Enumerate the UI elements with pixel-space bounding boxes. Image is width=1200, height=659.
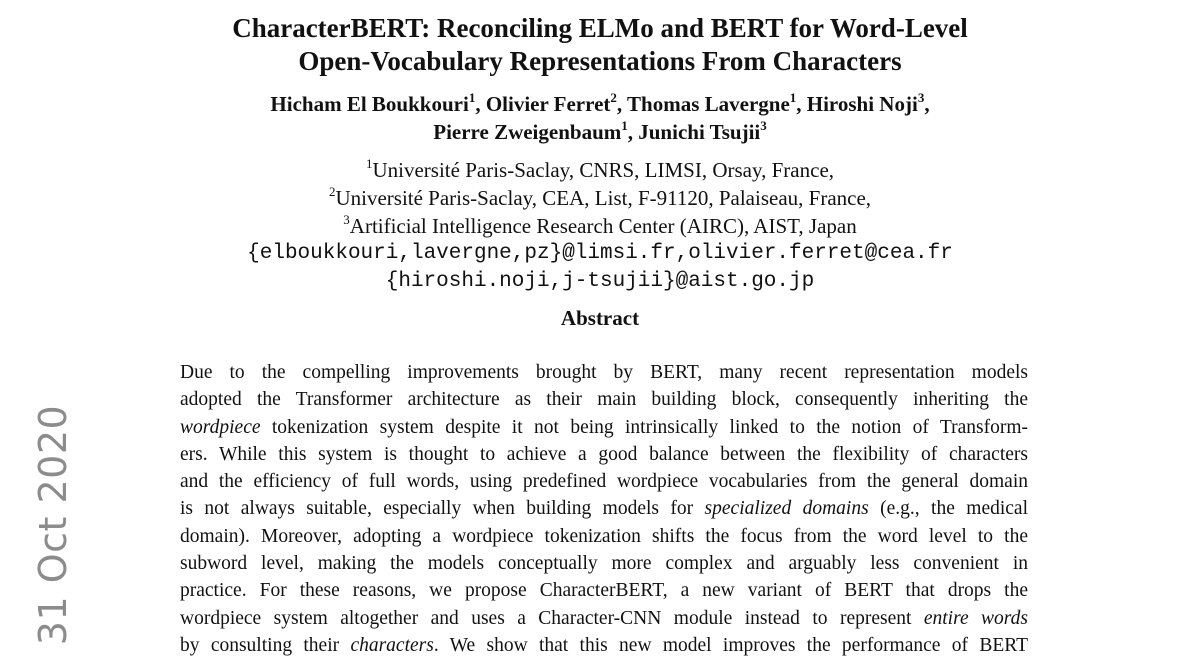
- abstract-text: wordpiece system altogether and uses a Character-CNN module instead to represent: [180, 607, 924, 629]
- author-name: Junichi Tsujii: [638, 120, 761, 144]
- abstract-text: subword level, making the models conceptually more complex and arguably less convenient in: [180, 553, 1028, 575]
- abstract-emphasis: specialized domains: [704, 498, 869, 520]
- abstract-text: . We show that this new model improves the performance of BERT: [433, 634, 1028, 656]
- affiliation-2-text: Université Paris-Saclay, CEA, List, F-91120, Palaiseau, France,: [335, 186, 872, 210]
- affiliations: [150, 156, 1050, 240]
- abstract-line: [180, 386, 1028, 413]
- affiliation-1-marker: 1: [365, 156, 373, 171]
- title-line-2: Open-Vocabulary Representations From Characters: [298, 46, 902, 76]
- author-separator: ,: [475, 92, 486, 116]
- author-affiliation-marker: 1: [789, 90, 797, 105]
- paper-title: [150, 12, 1050, 78]
- abstract-line: [180, 359, 1028, 386]
- abstract-text: and the efficiency of full words, using predefined wordpiece vocabularies from the general domain: [180, 471, 1028, 493]
- author-affiliation-marker: 2: [610, 90, 617, 105]
- title-line-1: CharacterBERT: Reconciling ELMo and BERT for Word-Level: [232, 13, 968, 43]
- arxiv-date-text: 31 Oct 2020: [31, 404, 75, 646]
- email-line-1: {elboukkouri,lavergne,pz}@limsi.fr,olivier.ferret@cea.fr: [247, 242, 953, 265]
- abstract-text: ers. While this system is thought to achieve a good balance between the flexibility of characters: [180, 443, 1028, 465]
- author-separator: ,: [616, 92, 628, 116]
- abstract-text: (e.g., the medical: [868, 498, 1028, 520]
- author-separator: ,: [627, 120, 639, 144]
- arxiv-date-stamp: [28, 404, 78, 646]
- abstract-text: by consulting their: [180, 634, 351, 656]
- abstract-text: adopted the Transformer architecture as their main building block, consequently inheriting the: [180, 389, 1028, 411]
- abstract-text: practice. For these reasons, we propose CharacterBERT, a new variant of BERT that drops the: [180, 580, 1028, 602]
- affiliation-2: [150, 184, 1050, 212]
- paper-header: [150, 12, 1050, 332]
- author-list: [150, 90, 1050, 146]
- author-name: Thomas Lavergne: [627, 92, 790, 116]
- email-addresses: [150, 240, 1050, 296]
- email-line-2: {hiroshi.noji,j-tsujii}@aist.go.jp: [385, 270, 815, 293]
- abstract-emphasis: entire words: [923, 607, 1028, 629]
- abstract-line: [180, 495, 1028, 522]
- abstract-text: is not always suitable, especially when building models for: [180, 498, 705, 520]
- affiliation-3-text: Artificial Intelligence Research Center (AIRC), AIST, Japan: [349, 214, 857, 238]
- abstract-text: domain). Moreover, adopting a wordpiece tokenization shifts the focus from the word level to the: [180, 525, 1028, 547]
- abstract-line: [180, 414, 1028, 441]
- abstract-heading: Abstract: [560, 306, 640, 330]
- abstract-line: [180, 468, 1028, 495]
- abstract-line: [180, 577, 1028, 604]
- abstract-line: [180, 632, 1028, 659]
- affiliation-1-text: Université Paris-Saclay, CNRS, LIMSI, Orsay, France,: [372, 158, 835, 182]
- abstract-body: [180, 359, 1028, 659]
- affiliation-3: [150, 212, 1050, 240]
- abstract-line: [180, 441, 1028, 468]
- author-line-2: [150, 118, 1050, 146]
- author-affiliation-marker: 3: [760, 118, 767, 133]
- author-name: Hicham El Boukkouri: [270, 92, 469, 116]
- affiliation-3-marker: 3: [343, 212, 350, 227]
- affiliation-1: [150, 156, 1050, 184]
- author-affiliation-marker: 1: [468, 90, 476, 105]
- author-affiliation-marker: 3: [917, 90, 925, 105]
- abstract-emphasis: wordpiece: [180, 416, 261, 438]
- abstract-text: tokenization system despite it not being intrinsically linked to the notion of Transform-: [260, 416, 1028, 438]
- abstract-emphasis: characters: [350, 634, 434, 656]
- author-affiliation-marker: 1: [621, 118, 628, 133]
- author-name: Olivier Ferret: [485, 92, 611, 116]
- abstract-line: [180, 523, 1028, 550]
- abstract-line: [180, 550, 1028, 577]
- author-separator: ,: [924, 92, 930, 116]
- author-name: Hiroshi Noji: [806, 92, 918, 116]
- author-line-1: [150, 90, 1050, 118]
- abstract-line: [180, 605, 1028, 632]
- abstract-text: Due to the compelling improvements brought by BERT, many recent representation models: [180, 362, 1028, 383]
- author-separator: ,: [796, 92, 807, 116]
- affiliation-2-marker: 2: [328, 184, 336, 199]
- author-name: Pierre Zweigenbaum: [433, 120, 622, 144]
